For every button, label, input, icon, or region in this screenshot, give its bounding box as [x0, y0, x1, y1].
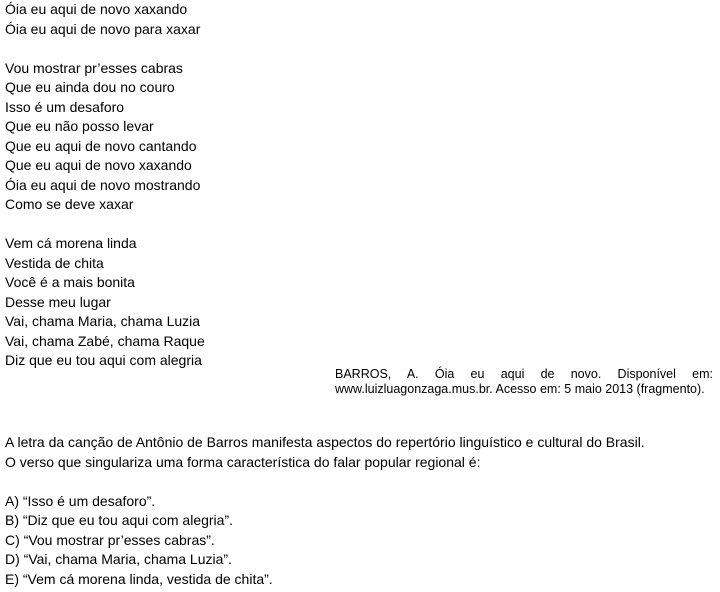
source-citation: BARROS, A. Óia eu aqui de novo. Disponível em: www.luizluagonzaga.mus.br. Acesso em: 5 maio 2013 (fragmento). [335, 367, 713, 396]
poem-line: Que eu aqui de novo cantando [5, 137, 197, 154]
poem-line: Que eu não posso levar [5, 118, 154, 134]
poem-line: Isso é um desaforo [5, 98, 125, 115]
poem-line: Você é a mais bonita [5, 274, 135, 290]
poem-line: Óia eu aqui de novo mostrando [5, 176, 201, 193]
answer-option-d: D) “Vai, chama Maria, chama Luzia”. [5, 551, 232, 567]
poem-text [5, 0, 715, 371]
poem-line: Desse meu lugar [5, 293, 111, 310]
poem-line: Vai, chama Maria, chama Luzia [5, 313, 201, 329]
stanza-3 [5, 234, 715, 371]
poem-line: Como se deve xaxar [5, 196, 134, 212]
poem-line: Óia eu aqui de novo para xaxar [5, 20, 201, 37]
poem-line: Vem cá morena linda [5, 235, 137, 251]
stanza-2 [5, 59, 715, 215]
poem-line: Vestida de chita [5, 254, 104, 271]
poem-line: Óia eu aqui de novo xaxando [5, 1, 188, 17]
poem-line: Vou mostrar pr’esses cabras [5, 59, 183, 76]
answer-option-a: A) “Isso é um desaforo”. [5, 492, 156, 509]
poem-line: Que eu aqui de novo xaxando [5, 157, 192, 173]
poem-line: Que eu ainda dou no couro [5, 79, 175, 95]
question-block [5, 433, 715, 589]
poem-line: Diz que eu tou aqui com alegria [5, 352, 202, 368]
answer-option-e: E) “Vem cá morena linda, vestida de chita”. [5, 570, 273, 587]
answer-option-c: C) “Vou mostrar pr’esses cabras”. [5, 531, 215, 548]
answer-options [5, 492, 715, 590]
stanza-1 [5, 0, 715, 39]
question-prompt: O verso que singulariza uma forma característica do falar popular regional é: [5, 453, 481, 470]
answer-option-b: B) “Diz que eu tou aqui com alegria”. [5, 512, 233, 528]
poem-line: Vai, chama Zabé, chama Raque [5, 332, 205, 349]
question-statement: A letra da canção de Antônio de Barros manifesta aspectos do repertório linguístico e cultural do Brasil. [5, 434, 645, 450]
